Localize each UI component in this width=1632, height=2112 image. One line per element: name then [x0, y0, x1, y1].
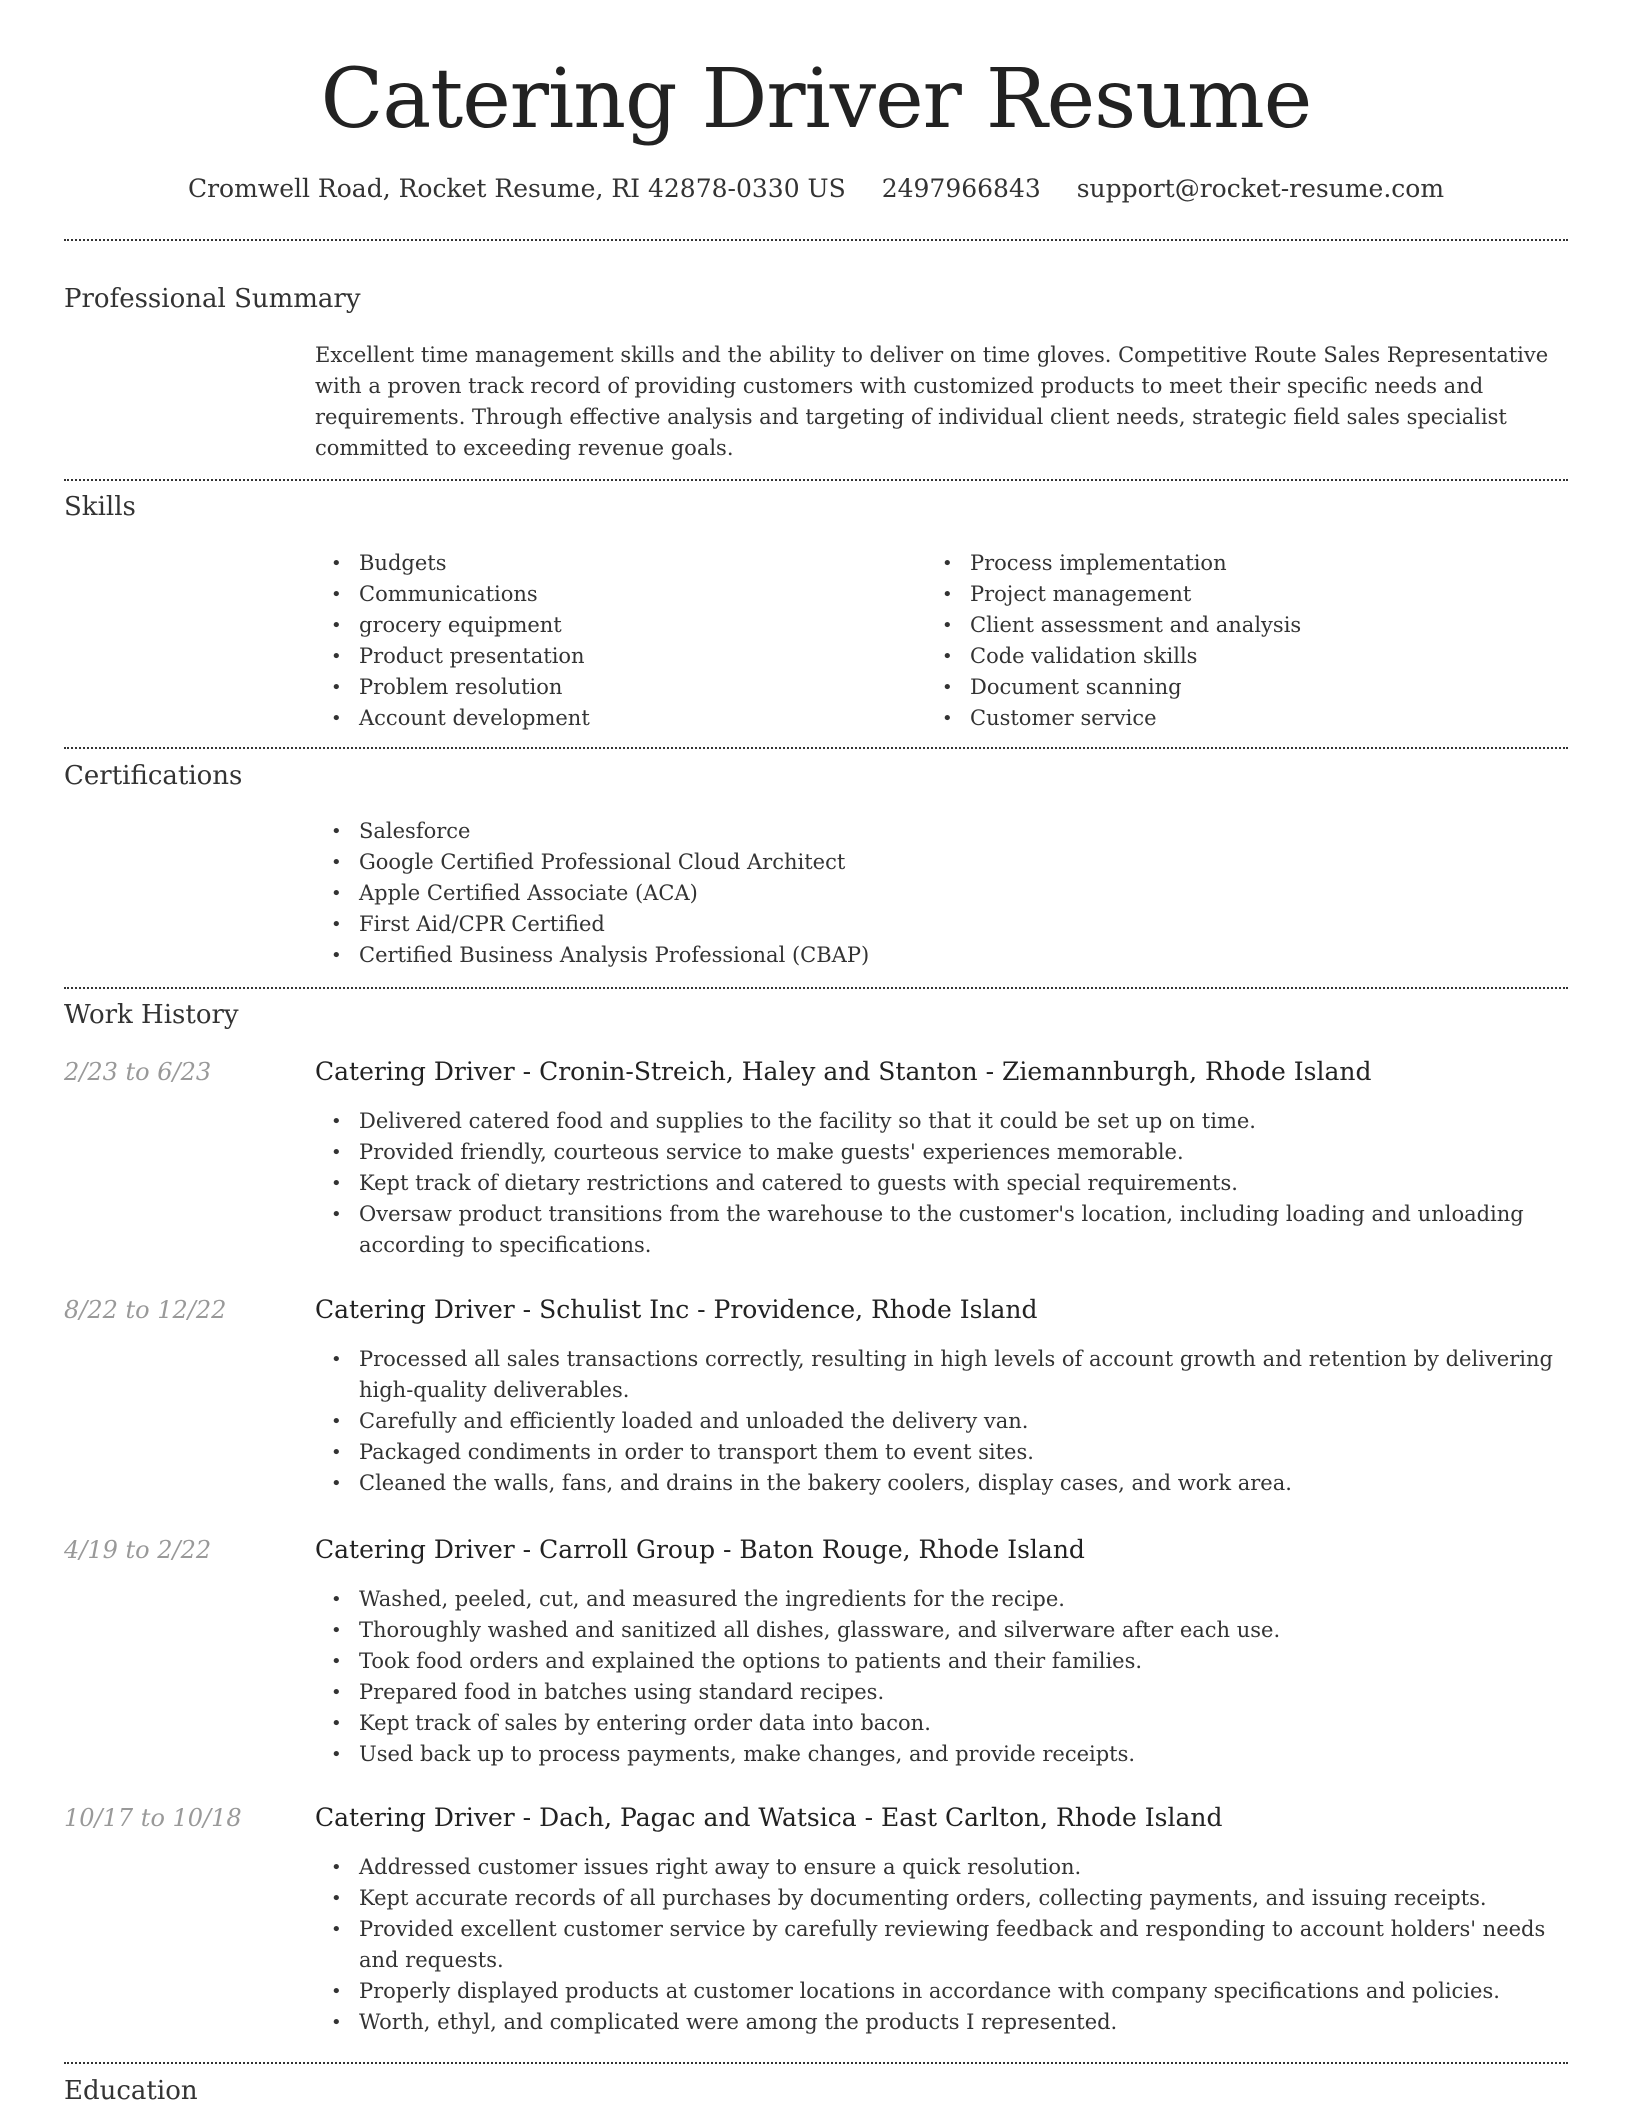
section-divider — [64, 2062, 1568, 2064]
skill-item: • Project management — [926, 579, 1566, 610]
job-bullet: • Oversaw product transitions from the warehouse to the customer's location, including loading and unloading according to specifications. — [315, 1199, 1565, 1261]
job-title: Catering Driver - Cronin-Streich, Haley and Stanton - Ziemannburgh, Rhode Island — [315, 1057, 1372, 1086]
contact-email[interactable]: support@rocket-resume.com — [1076, 174, 1445, 203]
skill-item: • Customer service — [926, 703, 1566, 734]
job-bullet: • Processed all sales transactions correctly, resulting in high levels of account growth and retention by delivering high-quality deliverables. — [315, 1344, 1565, 1406]
certification-item: • Salesforce — [315, 816, 1565, 847]
job-title: Catering Driver - Dach, Pagac and Watsica - East Carlton, Rhode Island — [315, 1803, 1223, 1832]
job-bullet: • Addressed customer issues right away to ensure a quick resolution. — [315, 1852, 1565, 1883]
skills-column-left — [315, 548, 915, 734]
section-title-summary: Professional Summary — [64, 284, 361, 314]
job-title: Catering Driver - Schulist Inc - Providence, Rhode Island — [315, 1295, 1038, 1324]
job-bullet: • Kept accurate records of all purchases by documenting orders, collecting payments, and issuing receipts. — [315, 1883, 1565, 1914]
job-title: Catering Driver - Carroll Group - Baton Rouge, Rhode Island — [315, 1535, 1085, 1564]
job-bullet: • Worth, ethyl, and complicated were among the products I represented. — [315, 2007, 1565, 2038]
job-dates: 10/17 to 10/18 — [64, 1804, 242, 1832]
summary-text: Excellent time management skills and the ability to deliver on time gloves. Competitive Route Sales Representative with a proven track record of providing customers with customized products to meet their specific needs and requirements. Through effective analysis and targeting of individual client needs, strategic field sales specialist committed to exceeding revenue goals. — [315, 343, 1549, 460]
certification-item: • Certified Business Analysis Professional (CBAP) — [315, 940, 1565, 971]
job-dates: 8/22 to 12/22 — [64, 1296, 227, 1324]
contact-line — [0, 172, 1632, 206]
skill-item: • Budgets — [315, 548, 915, 579]
section-divider — [64, 747, 1568, 749]
section-title-education: Education — [64, 2076, 198, 2106]
job-bullet: • Provided excellent customer service by carefully reviewing feedback and responding to account holders' needs and requests. — [315, 1914, 1565, 1976]
contact-phone: 2497966843 — [881, 174, 1041, 203]
job-bullets — [315, 1344, 1565, 1499]
skill-item: • grocery equipment — [315, 610, 915, 641]
section-title-skills: Skills — [64, 492, 136, 522]
section-divider — [64, 987, 1568, 989]
skill-item: • Account development — [315, 703, 915, 734]
job-bullet: • Took food orders and explained the options to patients and their families. — [315, 1646, 1565, 1677]
job-bullets — [315, 1106, 1565, 1261]
section-title-work-history: Work History — [64, 1000, 239, 1030]
job-bullet: • Properly displayed products at customer locations in accordance with company specifications and policies. — [315, 1976, 1565, 2007]
job-dates: 2/23 to 6/23 — [64, 1058, 212, 1086]
skill-item: • Process implementation — [926, 548, 1566, 579]
job-bullet: • Kept track of sales by entering order data into bacon. — [315, 1708, 1565, 1739]
job-bullet: • Provided friendly, courteous service to make guests' experiences memorable. — [315, 1137, 1565, 1168]
certification-item: • First Aid/CPR Certified — [315, 909, 1565, 940]
section-title-certifications: Certifications — [64, 761, 243, 791]
job-bullet: • Delivered catered food and supplies to the facility so that it could be set up on time. — [315, 1106, 1565, 1137]
job-bullet: • Kept track of dietary restrictions and catered to guests with special requirements. — [315, 1168, 1565, 1199]
section-divider — [64, 479, 1568, 481]
job-bullet: • Thoroughly washed and sanitized all dishes, glassware, and silverware after each use. — [315, 1615, 1565, 1646]
skill-item: • Code validation skills — [926, 641, 1566, 672]
job-bullet: • Carefully and efficiently loaded and unloaded the delivery van. — [315, 1406, 1565, 1437]
skill-item: • Client assessment and analysis — [926, 610, 1566, 641]
skill-item: • Communications — [315, 579, 915, 610]
certifications-list — [315, 816, 1565, 971]
job-bullet: • Packaged condiments in order to transport them to event sites. — [315, 1437, 1565, 1468]
resume-title: Catering Driver Resume — [320, 52, 1312, 147]
section-divider — [64, 239, 1568, 241]
job-bullet: • Prepared food in batches using standard recipes. — [315, 1677, 1565, 1708]
certification-item: • Google Certified Professional Cloud Architect — [315, 847, 1565, 878]
contact-address: Cromwell Road, Rocket Resume, RI 42878-0330 US — [187, 174, 846, 203]
skill-item: • Product presentation — [315, 641, 915, 672]
skill-item: • Problem resolution — [315, 672, 915, 703]
job-bullet: • Cleaned the walls, fans, and drains in the bakery coolers, display cases, and work area. — [315, 1468, 1565, 1499]
job-bullets — [315, 1852, 1565, 2038]
skills-column-right — [926, 548, 1566, 734]
certification-item: • Apple Certified Associate (ACA) — [315, 878, 1565, 909]
job-bullet: • Used back up to process payments, make changes, and provide receipts. — [315, 1739, 1565, 1770]
skill-item: • Document scanning — [926, 672, 1566, 703]
job-bullets — [315, 1584, 1565, 1770]
job-bullet: • Washed, peeled, cut, and measured the ingredients for the recipe. — [315, 1584, 1565, 1615]
job-dates: 4/19 to 2/22 — [64, 1536, 212, 1564]
